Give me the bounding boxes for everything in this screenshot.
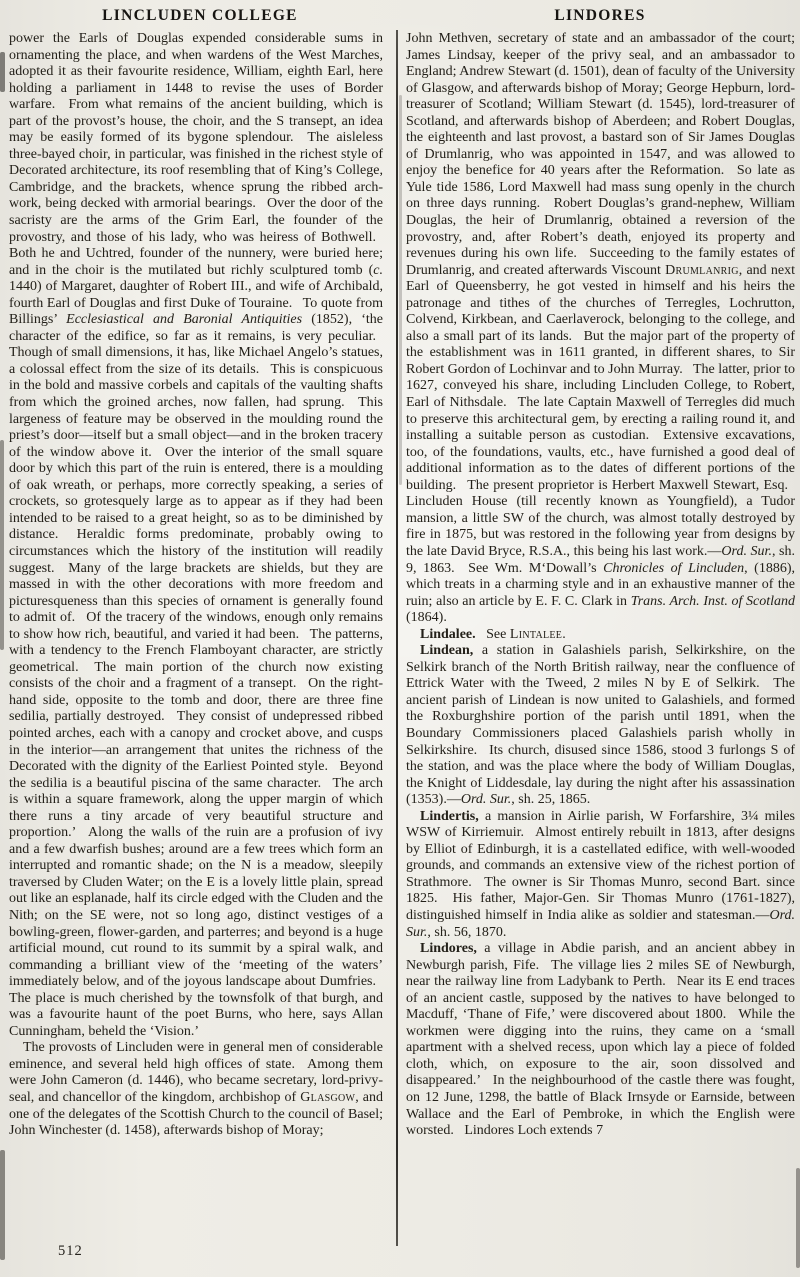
text-segment: See xyxy=(475,626,510,642)
entry-name: Lindertis, xyxy=(420,808,479,824)
text-segment: . xyxy=(562,626,566,642)
text-segment: c. xyxy=(373,262,383,278)
text-segment: The provosts of Lincluden were in general men of considerable eminence, and several held high offices of state. Among them were John Cameron (d. 1446), who became secretary, lord-privy-seal, and chancellor of the kingdom, archbishop of xyxy=(9,1040,383,1105)
text-segment: , sh. 9, 1863. See Wm. M‘Dowall’s xyxy=(406,543,795,576)
text-segment: (1852), ‘the character of the edifice, so far as it remains, is very peculiar. Though of small dimensions, it has, like Michael Angelo’s statues, a colossal effect from the size of its details. This is conspicuous in the bold and massive corbels and capitals of the vaulting shafts from which the groined arches, now fallen, had sprung. This largeness of feature may be observed in the moulding round the priest’s door—itself but a small object—and in the broken tracery of the window above it. Over the interior of the small square door by which this part of the ruin is entered, there is a moulding of oak wreath, or perhaps, more correctly speaking, a series of crockets, so grotesquely large as to appear as if they had been intended to be raised to a great height, so as to be diminished by distance. Heraldic forms predominate, probably owing to circumstances which the history of the institution will readily suggest. Many of the large brackets are shields, but they are massed in with the other decorations with more freedom and picturesqueness than this species of ornament is generally found to admit of. Of the tracery of the windows, enough only remains to show how rich, beautiful, and varied it had been. The patterns, with a tendency to the French Flamboyant character, are strictly geometrical. The main portion of the church now existing consists of the choir and a fragment of a transept. On the right-hand side, opposite to the tomb and door, there are three fine sedilia, partially destroyed. They consist of undepressed ribbed pointed arches, each with a canopy and crocket above, and cusps in the interior—an arrangement that unites the richness of the Decorated with the dignity of the Earliest Pointed style. Beyond the sedilia is a beautiful piscina of the same character. The arch is within a square framework, along the upper margin of which there runs a tiny arcade of very beautiful structure and proportion.’ Along the walls of the ruin are a profusion of ivy and a few dwarfish bushes; around are a few trees which form an interrupted and romantic shade; on the N is a meadow, sleepily traversed by Cluden Water; on the E is a lovely little plain, spread out like an esplanade, half its circle edged with the Cluden and the Nith; on the SE were, not so long ago, distinct vestiges of a bowling-green, flower-garden, and parterres; and beyond is a huge artificial mound, cut round to its summit by a spiral walk, and commanding a brilliant view of the ‘meeting of the waters’ immediately below, and of the joyous landscape about Dumfries. The place is much cherished by the townsfolk of that burgh, and was a favourite haunt of the poet Burns, who here, says Allan Cunningham, beheld the ‘Vision.’ xyxy=(9,312,384,1039)
paragraph xyxy=(406,627,795,644)
running-head-left: LINCLUDEN COLLEGE xyxy=(102,7,298,24)
text-segment: a mansion in Airlie parish, W Forfarshire, 3¼ miles WSW of Kirriemuir. Almost entirely rebuilt in 1813, after designs by Elliot of Edinburgh, it is a castellated edifice, with well-wooded grounds, and commands an extensive view of the richest portion of Strathmore. The owner is Sir Thomas Munro, second Bart. since 1825. His father, Major-Gen. Sir Thomas Munro (1761-1827), distinguished himself in India alike as soldier and statesman.— xyxy=(406,808,795,923)
running-heads xyxy=(0,0,800,25)
entry-name: Lindean, xyxy=(420,643,474,659)
text-segment: Ord. Sur. xyxy=(406,907,795,940)
paragraph xyxy=(406,941,795,1140)
text-segment: (1864). xyxy=(406,610,447,626)
text-segment: John Methven, secretary of state and an ambassador of the court; James Lindsay, keeper of the privy seal, and an ambassador to England; Andrew Stewart (d. 1501), dean of faculty of the University of Glasgow, and afterwards bishop of Moray; George Hepburn, lord-treasurer of Scotland; William Stewart (d. 1545), lord-treasurer of Scotland, and afterwards bishop of Aberdeen; and Robert Douglas, the eighteenth and last provost, a bastard son of Sir James Douglas of Drumlanrig, who was appointed in 1547, and was allowed to enjoy the benefice for 40 years after the Reformation. So late as Yule tide 1586, Lord Maxwell had mass sung openly in the church on three days running. Robert Douglas’s grand-nephew, William Douglas, the heir of Drumlanrig, obtained a reversion of the provostry, and, after Robert’s death, enjoyed its property and revenues during his own life. Succeeding to the family estates of Drumlanrig, and created afterwards Viscount xyxy=(406,31,795,278)
paragraph xyxy=(9,31,383,1040)
page-number: 512 xyxy=(58,1243,83,1259)
text-segment: , and one of the delegates of the Scottish Church to the council of Basel; John Winchester (d. 1458), afterwards bishop of Moray; xyxy=(9,1090,384,1139)
text-columns xyxy=(0,25,800,1140)
scan-artifact xyxy=(0,1150,5,1260)
left-column xyxy=(9,31,394,1140)
text-segment: Trans. Arch. Inst. of Scotland xyxy=(630,593,796,609)
text-segment: Ord. Sur. xyxy=(721,543,772,559)
text-segment: 1440) of Margaret, daughter of Robert III., and wife of Archibald, fourth Earl of Douglas and first Duke of Touraine. To quote from Billings’ xyxy=(9,279,383,328)
entry-name: Lindalee. xyxy=(420,626,476,642)
paragraph xyxy=(406,643,795,808)
text-segment: Glasgow xyxy=(300,1090,356,1105)
text-segment: , and next Earl of Queensberry, he got vested in himself and his heirs the patronage and tithes of the churches of Terregles, Lochrutton, Colvend, Kirkbean, and Caerlaverock, belonging to the college, and also a small part of its lands. But the major part of the property of the establishment was in 1611 granted, in different shares, to Sir Robert Gordon of Lochinvar and to John Murray. The latter, prior to 1627, conveyed his share, including Lincluden College, to Robert, Earl of Nithsdale. The late Captain Maxwell of Terregles did much to preserve this architectural gem, by erecting a railing round it, and installing a suitable person as custodian. Extensive excavations, too, of the foundations, vaults, etc., have furnished a good deal of additional information as to the dates of different portions of the building. The present proprietor is Herbert Maxwell Stewart, Esq. Lincluden House (till recently known as Youngfield), a Tudor mansion, a little SW of the church, was almost totally destroyed by fire in 1875, but was restored in the following year from designs by the late David Bryce, R.S.A., this being his last work.— xyxy=(406,262,796,559)
text-segment: , sh. 25, 1865. xyxy=(511,792,591,808)
text-segment: Drumlanrig xyxy=(665,262,739,278)
text-segment: a village in Abdie parish, and an ancient abbey in Newburgh parish, Fife. The village lies 2 miles SE of Newburgh, near the railway line from Ladybank to Perth. Near its E end traces of an ancient castle, supposed by the natives to have belonged to Macduff, ‘Thane of Fife,’ were discovered about 1800. While the workmen were digging into the ruins, they came on a ‘small apartment with a shelved recess, upon which lay a piece of folded cloth, which, on exposure to the air, soon dissolved and disappeared.’ In the neighbourhood of the castle there was fought, on 12 June, 1298, the battle of Black Irnsyde or Earnside, between Wallace and the Earl of Pembroke, in which the English were worsted. Lindores Loch extends 7 xyxy=(406,941,795,1139)
text-segment: Lintalee xyxy=(509,626,563,642)
entry-name: Lindores, xyxy=(420,941,477,957)
running-head-right: LINDORES xyxy=(554,7,646,24)
text-segment: Chronicles of Lincluden xyxy=(603,560,745,576)
paragraph xyxy=(9,1040,383,1139)
text-segment: a station in Galashiels parish, Selkirkshire, on the Selkirk branch of the North British railway, near the confluence of Ettrick Water with the Tweed, 2 miles N by E of Selkirk. The ancient parish of Lindean is now united to Galashiels, and formed the Roxburghshire portion of the parish until 1891, when the Boundary Commissioners placed Galashiels parish wholly in Selkirkshire. Its church, disused since 1586, stood 3 furlongs S of the station, and was the place where the body of William Douglas, the Knight of Liddesdale, lay during the night after his assassination (1353).— xyxy=(406,643,795,808)
text-segment: Ord. Sur. xyxy=(460,792,512,808)
scan-artifact xyxy=(796,1168,800,1268)
text-segment: , sh. 56, 1870. xyxy=(427,924,507,940)
paragraph xyxy=(406,31,795,627)
paragraph xyxy=(406,809,795,941)
text-segment: power the Earls of Douglas expended considerable sums in ornamenting the place, and when wardens of the West Marches, adopted it as their favourite residence, William, eighth Earl, here holding a parliament in 1448 to revise the uses of Border warfare. From what remains of the ancient building, which is part of the provost’s house, the choir, and the S transept, an idea may be easily formed of its bygone splendour. The aisleless three-bayed choir, in particular, was finished in the richest style of Decorated architecture, its roof resembling that of King’s College, Cambridge, and the brackets, whence sprung the ribbed arch-work, being decked with armorial bearings. Over the door of the sacristy are the arms of the Grim Earl, the founder of the provostry, and those of his lady, who was heiress of Bothwell. Both he and Uchtred, founder of the nunnery, were buried here; and in the choir is the mutilated but richly sculptured tomb ( xyxy=(9,31,383,278)
text-segment: Ecclesiastical and Baronial Antiquities xyxy=(66,312,303,328)
column-divider-rule xyxy=(396,30,398,1246)
text-segment: , (1886), which treats in a charming style and in an exhaustive manner of the ruin; also an article by E. F. C. Clark in xyxy=(406,560,795,609)
right-column xyxy=(394,31,795,1140)
